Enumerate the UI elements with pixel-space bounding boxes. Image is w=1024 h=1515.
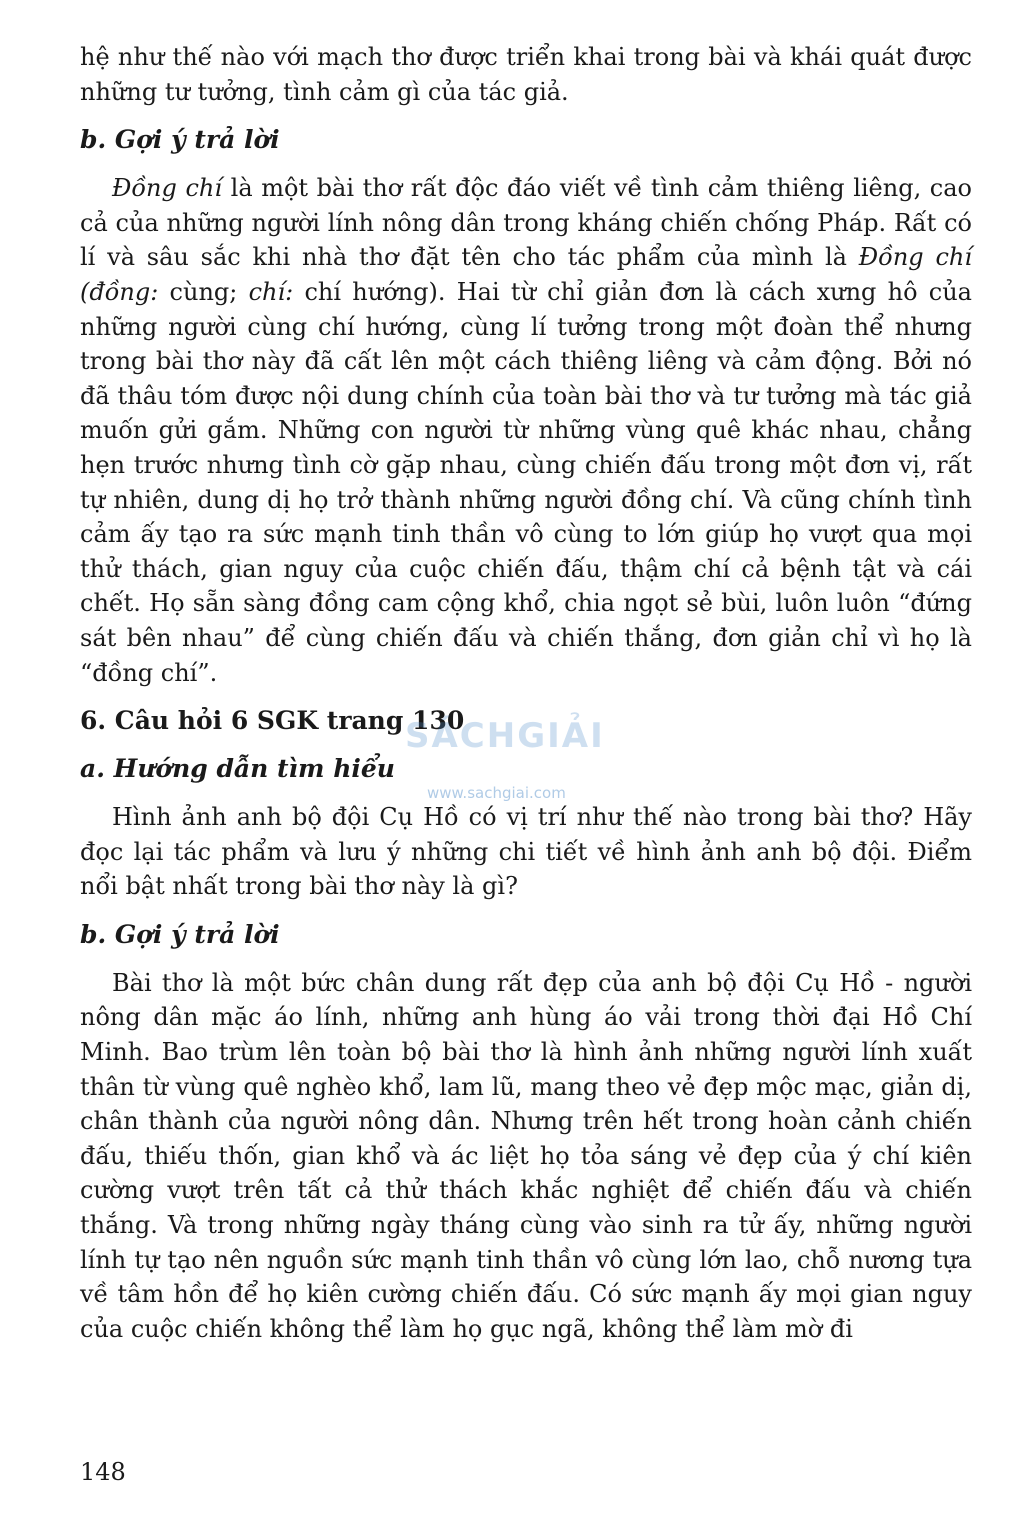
section-6a-paragraph: Hình ảnh anh bộ đội Cụ Hồ có vị trí như thế nào trong bài thơ? Hãy đọc lại tác phẩm và lưu ý những chi tiết về hình ảnh anh bộ đội. Điểm nổi bật nhất trong bài thơ này là gì? <box>80 803 972 901</box>
section-5b-text-1: là một bài thơ rất độc đáo viết về tình cảm thiêng liêng, cao cả của những người lính nông dân trong kháng chiến chống Pháp. Rất có lí và sâu sắc khi nhà thơ đặt tên cho tác phẩm của mình là <box>80 174 973 272</box>
watermark-url: www.sachgiai.com <box>427 784 566 802</box>
watermark-logo: SÁCHGIẢI <box>405 716 605 756</box>
section-5b-paragraph <box>80 171 972 690</box>
section-5b-text-2: cùng; <box>158 277 249 306</box>
poem-title-definition-italic: Đồng chí (đồng: <box>80 243 973 306</box>
intro-paragraph: hệ như thế nào với mạch thơ được triển khai trong bài và khái quát được những tư tưởng, tình cảm gì của tác giả. <box>80 43 972 106</box>
page-content <box>80 40 972 1346</box>
section-5b-heading: b. Gợi ý trả lời <box>80 125 280 155</box>
chi-italic: chí: <box>248 277 294 306</box>
section-6a-heading: a. Hướng dẫn tìm hiểu <box>80 754 395 784</box>
poem-title-italic: Đồng chí <box>112 174 223 203</box>
section-5b-text-3: chí hướng). Hai từ chỉ giản đơn là cách xưng hô của những người cùng chí hướng, cùng lí tưởng trong một đoàn thể nhưng trong bài thơ này đã cất lên một cách thiêng liêng và cảm động. Bởi nó đã thâu tóm được nội dung chính của toàn bài thơ và tư tưởng mà tác giả muốn gửi gắm. Những con người từ những vùng quê khác nhau, chẳng hẹn trước nhưng tình cờ gặp nhau, cùng chiến đấu trong một đơn vị, rất tự nhiên, dung dị họ trở thành những người đồng chí. Và cũng chính tình cảm ấy tạo ra sức mạnh tinh thần vô cùng to lớn giúp họ vượt qua mọi thử thách, gian nguy của cuộc chiến đấu, thậm chí cả bệnh tật và cái chết. Họ sẵn sàng đồng cam cộng khổ, chia ngọt sẻ bùi, luôn luôn “đứng sát bên nhau” để cùng chiến đấu và chiến thắng, đơn giản chỉ vì họ là “đồng chí”. <box>80 277 972 687</box>
section-6b-heading: b. Gợi ý trả lời <box>80 919 280 949</box>
section-6-heading: 6. Câu hỏi 6 SGK trang 130 <box>80 706 465 736</box>
section-6b-paragraph: Bài thơ là một bức chân dung rất đẹp của anh bộ đội Cụ Hồ - người nông dân mặc áo lính, những anh hùng áo vải trong thời đại Hồ Chí Minh. Bao trùm lên toàn bộ bài thơ là hình ảnh những người lính xuất thân từ vùng quê nghèo khổ, lam lũ, mang theo vẻ đẹp mộc mạc, giản dị, chân thành của người nông dân. Nhưng trên hết trong hoàn cảnh chiến đấu, thiếu thốn, gian khổ và ác liệt họ tỏa sáng vẻ đẹp của ý chí kiên cường vượt trên tất cả thử thách khắc nghiệt để chiến đấu và chiến thắng. Và trong những ngày tháng cùng vào sinh ra tử ấy, những người lính tự tạo nên nguồn sức mạnh tinh thần vô cùng lớn lao, chỗ nương tựa về tâm hồn để họ kiên cường chiến đấu. Có sức mạnh ấy mọi gian nguy của cuộc chiến không thể làm họ gục ngã, không thể làm mờ đi <box>80 968 972 1343</box>
page-number: 148 <box>80 1458 126 1486</box>
